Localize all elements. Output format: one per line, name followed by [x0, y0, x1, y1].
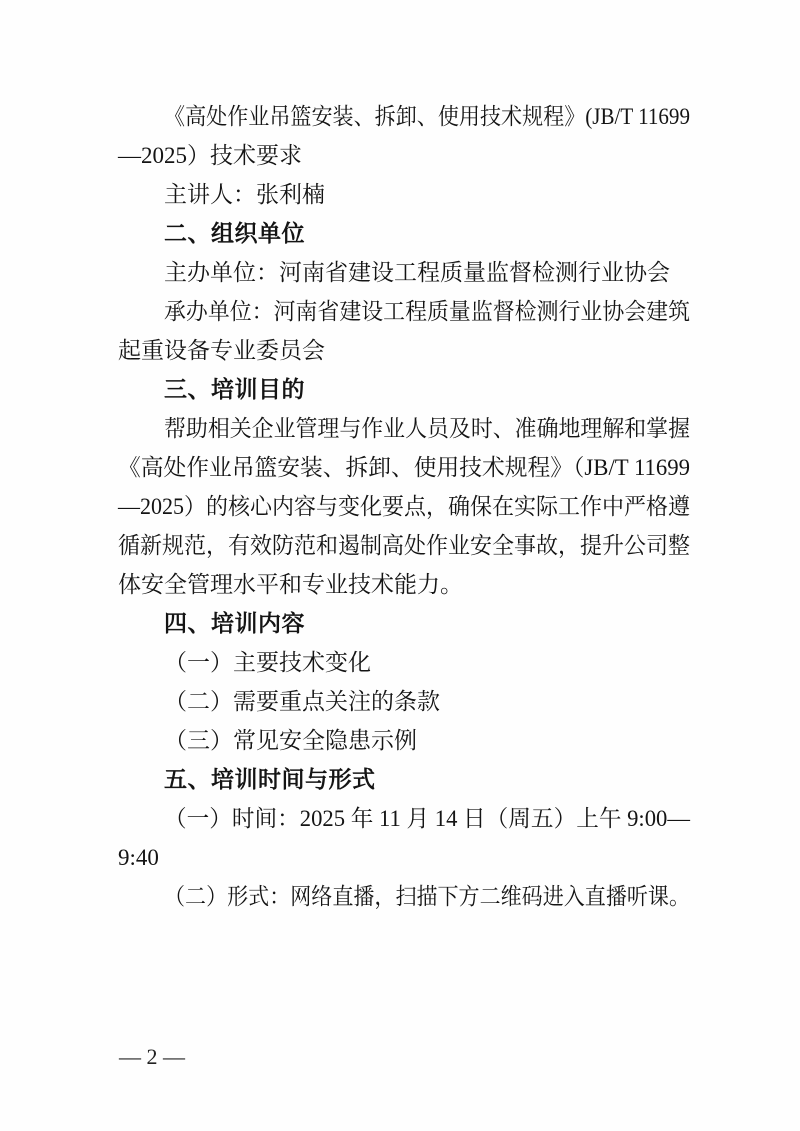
list-item-content-2 — [118, 682, 690, 721]
line-host-unit-text: 主办单位：河南省建设工程质量监督检测行业协会 — [164, 260, 670, 285]
line-lecturer-text: 主讲人：张利楠 — [164, 182, 325, 207]
line-format — [118, 877, 690, 916]
heading-training-purpose-text: 三、培训目的 — [164, 376, 305, 402]
line-time-part2 — [118, 838, 690, 877]
heading-training-time-format-text: 五、培训时间与形式 — [164, 766, 376, 792]
line-organizer-unit-part2-text: 起重设备专业委员会 — [118, 338, 325, 363]
heading-organizing-units-text: 二、组织单位 — [164, 220, 305, 246]
para-purpose-line4-text: 循新规范，有效防范和遏制高处作业安全事故，提升公司整 — [118, 533, 690, 558]
para-purpose-line5 — [118, 565, 690, 604]
para-purpose-line1 — [118, 409, 690, 448]
line-time-part1 — [118, 799, 690, 838]
heading-training-content-text: 四、培训内容 — [164, 610, 305, 636]
page-number-text: — 2 — — [119, 1044, 185, 1069]
line-standard-title-part1-text: 《高处作业吊篮安装、拆卸、使用技术规程》(JB/T 11699 — [164, 104, 690, 129]
line-organizer-unit-part2 — [118, 331, 690, 370]
list-item-content-1-text: （一）主要技术变化 — [164, 650, 371, 675]
line-standard-title-part2-text: —2025）技术要求 — [118, 143, 302, 168]
heading-training-time-format — [118, 760, 690, 799]
list-item-content-1 — [118, 643, 690, 682]
para-purpose-line3 — [118, 487, 690, 526]
para-purpose-line4 — [118, 526, 690, 565]
line-time-part2-text: 9:40 — [118, 845, 159, 870]
page-number — [119, 1042, 185, 1072]
line-time-part1-text: （一）时间：2025 年 11 月 14 日（周五）上午 9:00— — [164, 806, 690, 831]
heading-training-purpose — [118, 370, 690, 409]
document-body — [118, 97, 690, 916]
para-purpose-line5-text: 体安全管理水平和专业技术能力。 — [118, 572, 463, 597]
line-host-unit — [118, 253, 690, 292]
list-item-content-2-text: （二）需要重点关注的条款 — [164, 689, 440, 714]
list-item-content-3 — [118, 721, 690, 760]
heading-organizing-units — [118, 214, 690, 253]
line-organizer-unit-part1-text: 承办单位：河南省建设工程质量监督检测行业协会建筑 — [164, 299, 690, 324]
para-purpose-line2 — [118, 448, 690, 487]
line-format-text: （二）形式：网络直播，扫描下方二维码进入直播听课。 — [164, 884, 690, 909]
heading-training-content — [118, 604, 690, 643]
line-standard-title-part2 — [118, 136, 690, 175]
list-item-content-3-text: （三）常见安全隐患示例 — [164, 728, 417, 753]
para-purpose-line2-text: 《高处作业吊篮安装、拆卸、使用技术规程》（JB/T 11699 — [118, 455, 690, 480]
line-lecturer — [118, 175, 690, 214]
para-purpose-line3-text: —2025）的核心内容与变化要点，确保在实际工作中严格遵 — [118, 494, 690, 519]
line-standard-title-part1 — [118, 97, 690, 136]
line-organizer-unit-part1 — [118, 292, 690, 331]
para-purpose-line1-text: 帮助相关企业管理与作业人员及时、准确地理解和掌握 — [164, 416, 690, 441]
